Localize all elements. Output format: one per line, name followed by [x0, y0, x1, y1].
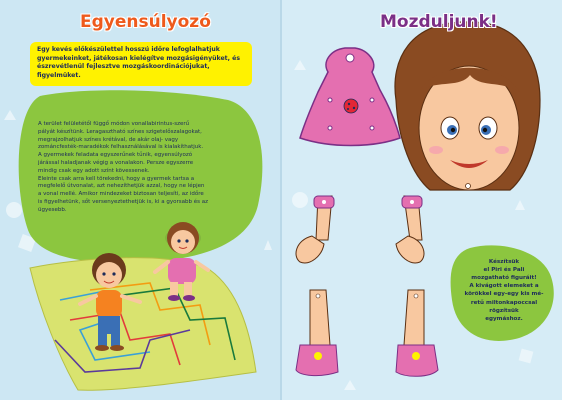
info-line: rögzítsük	[489, 307, 519, 314]
info-line: retű miltonkapoccsal	[470, 299, 538, 306]
info-line: Készítsük	[488, 259, 520, 265]
arm-cutouts	[296, 196, 424, 263]
paragraph: Eleinte csak arra kell törekedni, hogy a gyermek tartsa a megfelelő útvonalat, azt nehezíthetjük azzal, hogy ne lépjen a vonal mellé. Amikor mindezeket biztosan teljesíti, az időre is figyelhetünk, sőt versenyeztethetjük is, ki a gyorsabb és az ügyesebb.	[38, 175, 208, 213]
page-title-right: Mozduljunk!	[380, 12, 498, 32]
right-leg-cutout	[396, 290, 438, 376]
leg-cutouts	[296, 290, 438, 376]
maze-mat	[30, 258, 256, 391]
dress-cutout	[300, 48, 400, 146]
left-leg-cutout	[296, 290, 338, 376]
info-line: körökkel egy-egy kis mé-	[464, 291, 544, 298]
instructions-text	[38, 121, 208, 215]
info-line: mozgatható figuráit!	[471, 275, 537, 282]
info-line: el Piri és Pali	[483, 267, 525, 274]
intro-text-box: Egy kevés előkészülettel hosszú időre lefoglalhatjuk gyermekeinket, játékosan kielégítve mozgásigényüket, és észrevétlenül fejlesztve mozgáskoordinációjukat, figyelmüket.	[30, 42, 252, 86]
head-cutout	[395, 22, 540, 190]
cutout-instructions	[458, 258, 550, 323]
info-line: egymáshoz.	[485, 315, 523, 322]
paragraph: A terület felületétől függő módon vonallabirintus-szerű pályát készítünk. Leragasztható színes szigetelőszalagokat, megrajzolhatjuk színes krétával, de akár olaj- vagy zománcfesték-maradékok felhasználásával is kialakíthatjuk.	[38, 121, 204, 151]
info-line: A kivágott elemeket a	[469, 283, 539, 290]
paragraph: A gyermekek feladata egyszerűnek tűnik, egyensúlyozó járással haladjanak végig a vonalakon. Persze egyszerre mindig csak egy adott színt kövessenek.	[38, 152, 194, 174]
page-title-left: Egyensúlyozó	[80, 12, 211, 32]
right-arm-cutout	[396, 196, 424, 263]
